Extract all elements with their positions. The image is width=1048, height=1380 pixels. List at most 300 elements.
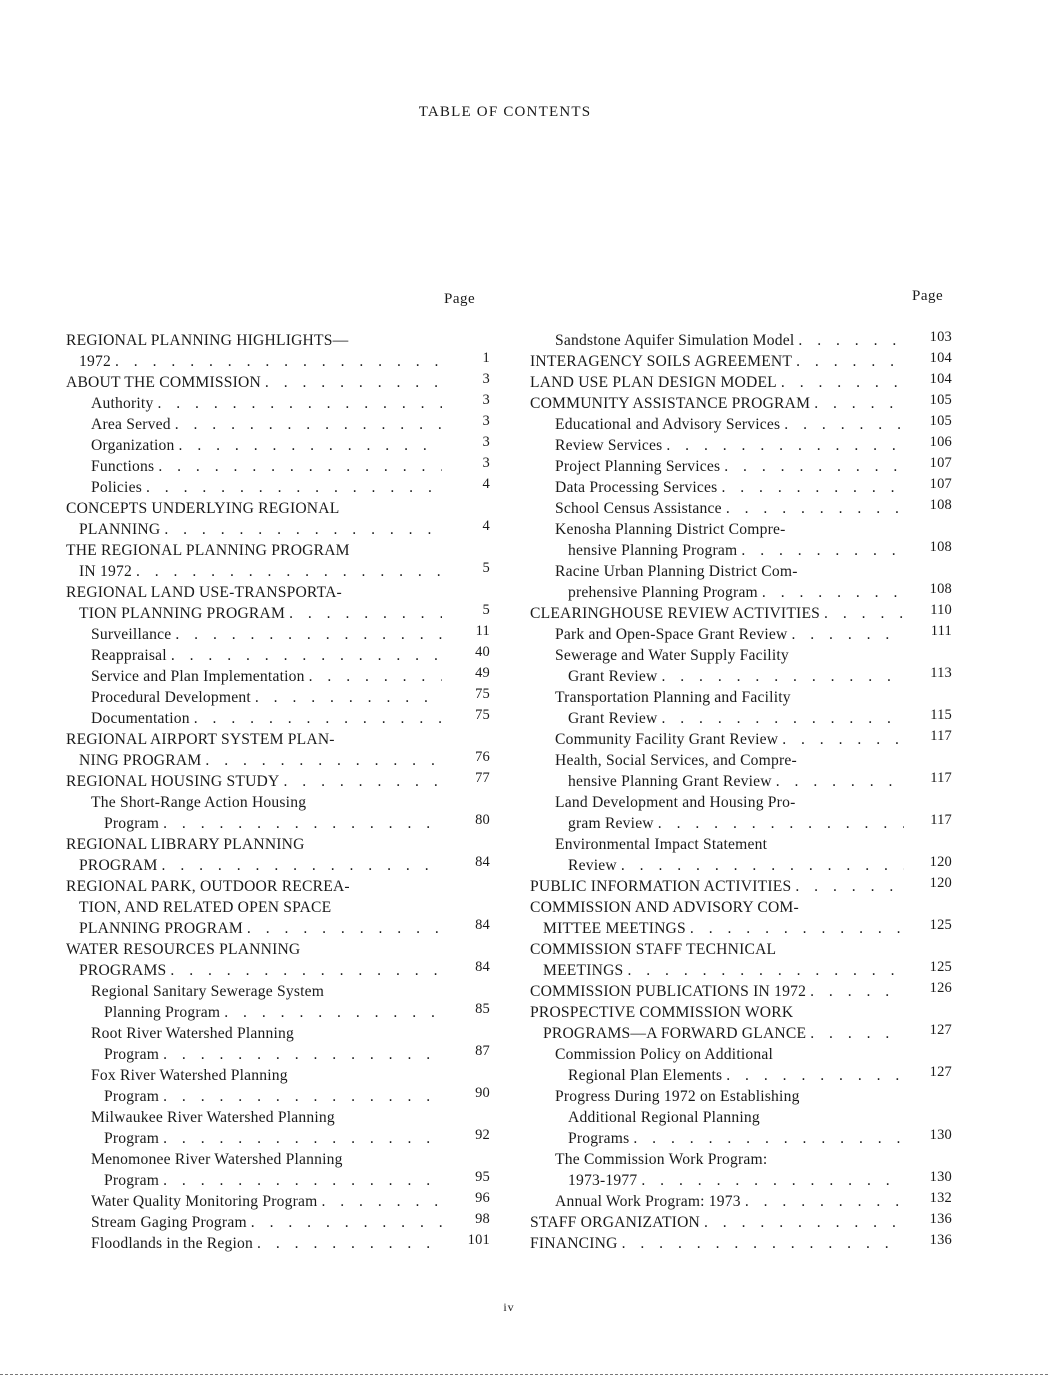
toc-page-number: 87	[475, 1044, 490, 1059]
toc-entry-line	[66, 1149, 490, 1170]
toc-page-number: 101	[467, 1233, 490, 1248]
dot-leader	[146, 477, 442, 498]
toc-page-number: 111	[930, 624, 952, 639]
toc-entry	[66, 456, 490, 477]
toc-entry-title: REGIONAL AIRPORT SYSTEM PLAN-	[66, 731, 335, 748]
toc-entry-title: Kenosha Planning District Compre-	[555, 521, 786, 538]
toc-entry-line	[530, 561, 952, 582]
toc-entry	[66, 1191, 490, 1212]
toc-entry-line	[66, 1086, 490, 1107]
toc-entry	[530, 1212, 952, 1233]
toc-entry-line	[66, 351, 490, 372]
dot-leader	[163, 813, 442, 834]
toc-entry-title: IN 1972	[79, 563, 132, 580]
toc-entry	[66, 1149, 490, 1191]
toc-page-number: 127	[929, 1023, 952, 1038]
toc-entry-line	[530, 1233, 952, 1254]
toc-entry-title: Park and Open-Space Grant Review	[555, 626, 788, 643]
toc-entry-line	[530, 1170, 952, 1191]
toc-entry-line	[530, 981, 952, 1002]
toc-page-number: 75	[475, 708, 490, 723]
toc-entry	[530, 897, 952, 939]
toc-page-number: 77	[475, 771, 490, 786]
toc-page-number: 105	[929, 414, 952, 429]
dot-leader	[175, 414, 442, 435]
dot-leader	[171, 645, 442, 666]
toc-entry-title: hensive Planning Grant Review	[568, 773, 772, 790]
toc-entry	[530, 834, 952, 876]
bottom-scan-rule	[0, 1374, 1048, 1375]
toc-entry	[530, 876, 952, 897]
toc-entry-title: REGIONAL PARK, OUTDOOR RECREA-	[66, 878, 350, 895]
toc-entry-line	[530, 435, 952, 456]
toc-entry-line	[66, 834, 490, 855]
dot-leader	[641, 1170, 904, 1191]
toc-entry-line	[530, 1023, 952, 1044]
dot-leader	[163, 1170, 442, 1191]
toc-entry-line	[530, 1065, 952, 1086]
toc-entry-title: Educational and Advisory Services	[555, 416, 781, 433]
toc-entry-line	[66, 876, 490, 897]
toc-entry-line	[530, 351, 952, 372]
toc-page-number: 136	[929, 1212, 952, 1227]
toc-page-number: 3	[482, 393, 490, 408]
toc-entry-line	[66, 750, 490, 771]
toc-entry	[530, 729, 952, 750]
toc-entry-title: Sandstone Aquifer Simulation Model	[555, 332, 795, 349]
toc-entry	[66, 939, 490, 981]
toc-entry-title: Stream Gaging Program	[91, 1214, 247, 1231]
toc-page-number: 104	[929, 351, 952, 366]
toc-entry-line	[66, 1065, 490, 1086]
toc-page-number: 4	[482, 519, 490, 534]
toc-entry-line	[530, 876, 952, 897]
toc-page-number: 108	[929, 582, 952, 597]
toc-entry-title: Program	[104, 815, 160, 832]
toc-entry-line	[66, 519, 490, 540]
toc-entry	[530, 1086, 952, 1149]
toc-entry	[530, 645, 952, 687]
toc-entry-title: Grant Review	[568, 710, 658, 727]
toc-entry-title: 1972	[79, 353, 111, 370]
toc-page-number: 75	[475, 687, 490, 702]
dot-leader	[633, 1128, 904, 1149]
toc-entry-title: Land Development and Housing Pro-	[555, 794, 796, 811]
toc-page-number: 5	[482, 603, 490, 618]
toc-page-number: 130	[929, 1170, 952, 1185]
toc-entry-title: COMMISSION PUBLICATIONS IN 1972	[530, 983, 807, 1000]
toc-entry-title: STAFF ORGANIZATION	[530, 1214, 700, 1231]
dot-leader	[776, 771, 904, 792]
toc-entry-line	[530, 393, 952, 414]
toc-entry	[530, 1002, 952, 1044]
toc-entry	[66, 708, 490, 729]
toc-entry-line	[66, 456, 490, 477]
toc-entry	[66, 477, 490, 498]
toc-entry	[530, 477, 952, 498]
dot-leader	[782, 729, 904, 750]
toc-page-number: 117	[930, 771, 952, 786]
dot-leader	[810, 1023, 904, 1044]
toc-entry-title: hensive Planning Program	[568, 542, 738, 559]
toc-entry-line	[530, 1002, 952, 1023]
toc-entry	[66, 414, 490, 435]
toc-entry	[530, 561, 952, 603]
toc-entry-line	[66, 897, 490, 918]
toc-entry-title: Community Facility Grant Review	[555, 731, 779, 748]
toc-entry-line	[66, 1170, 490, 1191]
toc-entry-title: Authority	[91, 395, 154, 412]
dot-leader	[163, 1044, 442, 1065]
toc-entry-title: FINANCING	[530, 1235, 618, 1252]
toc-entry-title: Service and Plan Implementation	[91, 668, 305, 685]
toc-entry-title: CONCEPTS UNDERLYING REGIONAL	[66, 500, 340, 517]
toc-entry-title: gram Review	[568, 815, 654, 832]
toc-entry-line	[530, 687, 952, 708]
toc-entry	[530, 393, 952, 414]
toc-page-number: 120	[929, 855, 952, 870]
toc-entry	[66, 666, 490, 687]
toc-entry	[530, 981, 952, 1002]
dot-leader	[224, 1002, 442, 1023]
toc-entry-title: Program	[104, 1130, 160, 1147]
toc-entry-line	[530, 330, 952, 351]
toc-entry-line	[66, 393, 490, 414]
dot-leader	[247, 918, 442, 939]
toc-entry-line	[530, 477, 952, 498]
toc-entry-title: REGIONAL LAND USE-TRANSPORTA-	[66, 584, 342, 601]
toc-entry	[66, 729, 490, 771]
toc-entry	[530, 498, 952, 519]
toc-entry-line	[66, 771, 490, 792]
toc-entry-line	[530, 603, 952, 624]
toc-entry-title: PLANNING	[79, 521, 161, 538]
dot-leader	[170, 960, 442, 981]
dot-leader	[194, 708, 442, 729]
toc-entry-line	[530, 540, 952, 561]
toc-entry-title: Review Services	[555, 437, 663, 454]
right-page-column-heading: Page	[912, 288, 944, 304]
toc-page-number: 80	[475, 813, 490, 828]
toc-page-number: 85	[475, 1002, 490, 1017]
toc-entry	[66, 1065, 490, 1107]
toc-page-number: 104	[929, 372, 952, 387]
toc-entry-line	[66, 1002, 490, 1023]
toc-entry-line	[530, 855, 952, 876]
dot-leader	[824, 603, 904, 624]
dot-leader	[255, 687, 442, 708]
toc-page-number: 130	[929, 1128, 952, 1143]
toc-entry-line	[530, 729, 952, 750]
toc-entry-title: 1973-1977	[568, 1172, 638, 1189]
dot-leader	[251, 1212, 442, 1233]
toc-entry	[530, 603, 952, 624]
dot-leader	[157, 393, 442, 414]
toc-entry-title: COMMISSION STAFF TECHNICAL	[530, 941, 777, 958]
toc-entry-line	[66, 1233, 490, 1254]
toc-page-number: 113	[930, 666, 952, 681]
dot-leader	[265, 372, 442, 393]
toc-entry-title: CLEARINGHOUSE REVIEW ACTIVITIES	[530, 605, 821, 622]
toc-entry-line	[66, 708, 490, 729]
toc-entry-line	[66, 1044, 490, 1065]
toc-entry-line	[66, 1212, 490, 1233]
toc-page-number: 76	[475, 750, 490, 765]
toc-entry	[530, 792, 952, 834]
document-title: TABLE OF CONTENTS	[418, 104, 592, 120]
toc-page-number: 125	[929, 960, 952, 975]
toc-entry-line	[66, 1023, 490, 1044]
toc-entry-line	[66, 960, 490, 981]
toc-entry-line	[530, 771, 952, 792]
toc-page-number: 126	[929, 981, 952, 996]
dot-leader	[690, 918, 904, 939]
dot-leader	[741, 540, 904, 561]
dot-leader	[661, 708, 904, 729]
toc-page-number: 5	[482, 561, 490, 576]
toc-page-number: 120	[929, 876, 952, 891]
toc-entry-title: Program	[104, 1088, 160, 1105]
toc-entry	[66, 372, 490, 393]
toc-entry-line	[530, 939, 952, 960]
toc-entry-title: Environmental Impact Statement	[555, 836, 768, 853]
toc-entry	[66, 1023, 490, 1065]
toc-entry-title: PROSPECTIVE COMMISSION WORK	[530, 1004, 794, 1021]
toc-entry-line	[66, 330, 490, 351]
toc-entry	[66, 498, 490, 540]
toc-entry-title: Regional Sanitary Sewerage System	[91, 983, 325, 1000]
toc-entry	[66, 624, 490, 645]
toc-entry-title: Review	[568, 857, 617, 874]
toc-entry	[530, 414, 952, 435]
toc-entry	[66, 1212, 490, 1233]
toc-entry-title: TION, AND RELATED OPEN SPACE	[79, 899, 332, 916]
toc-entry-title: Commission Policy on Additional	[555, 1046, 774, 1063]
toc-entry	[66, 1107, 490, 1149]
toc-entry-line	[66, 414, 490, 435]
toc-entry-title: ABOUT THE COMMISSION	[66, 374, 261, 391]
toc-entry-title: Program	[104, 1046, 160, 1063]
toc-page-number: 107	[929, 456, 952, 471]
toc-entry	[530, 1149, 952, 1191]
toc-entry-title: Progress During 1972 on Establishing	[555, 1088, 800, 1105]
toc-entry-line	[66, 855, 490, 876]
toc-entry-title: THE REGIONAL PLANNING PROGRAM	[66, 542, 350, 559]
toc-entry-title: Policies	[91, 479, 142, 496]
toc-left-column	[66, 330, 490, 1254]
toc-entry-title: prehensive Planning Program	[568, 584, 758, 601]
toc-page-number: 40	[475, 645, 490, 660]
toc-entry-line	[530, 1212, 952, 1233]
toc-page-number: 84	[475, 960, 490, 975]
toc-entry-title: Grant Review	[568, 668, 658, 685]
dot-leader	[627, 960, 904, 981]
toc-entry-title: Functions	[91, 458, 155, 475]
toc-entry-title: Milwaukee River Watershed Planning	[91, 1109, 335, 1126]
toc-entry-title: Racine Urban Planning District Com-	[555, 563, 798, 580]
toc-entry-line	[530, 372, 952, 393]
toc-entry-title: Surveillance	[91, 626, 172, 643]
toc-entry-title: Area Served	[91, 416, 171, 433]
toc-entry	[530, 456, 952, 477]
toc-entry-line	[66, 687, 490, 708]
toc-entry	[66, 981, 490, 1023]
toc-page-number: 108	[929, 498, 952, 513]
toc-entry-title: TION PLANNING PROGRAM	[79, 605, 286, 622]
toc-page-number: 107	[929, 477, 952, 492]
toc-page-number: 117	[930, 813, 952, 828]
dot-leader	[115, 351, 442, 372]
toc-entry-line	[66, 645, 490, 666]
toc-entry-title: COMMISSION AND ADVISORY COM-	[530, 899, 799, 916]
toc-entry-line	[530, 519, 952, 540]
toc-page-number: 95	[475, 1170, 490, 1185]
toc-entry-title: The Short-Range Action Housing	[91, 794, 307, 811]
dot-leader	[158, 456, 442, 477]
toc-entry-line	[66, 981, 490, 1002]
toc-entry-line	[530, 960, 952, 981]
toc-entry-title: PROGRAMS	[79, 962, 167, 979]
toc-entry-title: Organization	[91, 437, 175, 454]
toc-entry-line	[530, 498, 952, 519]
dot-leader	[289, 603, 442, 624]
toc-entry	[530, 519, 952, 561]
dot-leader	[257, 1233, 442, 1254]
toc-entry-line	[66, 435, 490, 456]
toc-page-number: 117	[930, 729, 952, 744]
toc-entry	[66, 687, 490, 708]
toc-entry-title: Reappraisal	[91, 647, 167, 664]
dot-leader	[658, 813, 904, 834]
dot-leader	[163, 1128, 442, 1149]
dot-leader	[814, 393, 904, 414]
toc-entry	[66, 393, 490, 414]
toc-entry-line	[530, 834, 952, 855]
toc-entry-line	[66, 624, 490, 645]
toc-entry-line	[66, 1191, 490, 1212]
toc-entry-title: Program	[104, 1172, 160, 1189]
toc-page-number: 11	[475, 624, 490, 639]
toc-entry-title: Additional Regional Planning	[568, 1109, 760, 1126]
toc-entry-title: PUBLIC INFORMATION ACTIVITIES	[530, 878, 792, 895]
toc-entry-title: Floodlands in the Region	[91, 1235, 254, 1252]
dot-leader	[205, 750, 442, 771]
toc-entry-line	[66, 1128, 490, 1149]
toc-entry-line	[66, 582, 490, 603]
toc-entry-line	[66, 603, 490, 624]
left-page-column-heading: Page	[444, 291, 476, 307]
toc-entry	[66, 771, 490, 792]
toc-entry-line	[530, 1191, 952, 1212]
toc-entry	[66, 435, 490, 456]
dot-leader	[796, 351, 904, 372]
toc-page-number: 132	[929, 1191, 952, 1206]
dot-leader	[795, 876, 904, 897]
toc-entry-title: The Commission Work Program:	[555, 1151, 768, 1168]
dot-leader	[321, 1191, 442, 1212]
toc-entry-line	[66, 1107, 490, 1128]
toc-entry-title: Annual Work Program: 1973	[555, 1193, 741, 1210]
toc-entry-line	[530, 918, 952, 939]
toc-entry-title: Regional Plan Elements	[568, 1067, 723, 1084]
toc-entry-title: Sewerage and Water Supply Facility	[555, 647, 789, 664]
toc-page-number: 3	[482, 456, 490, 471]
toc-entry-line	[530, 414, 952, 435]
toc-entry-line	[66, 477, 490, 498]
toc-entry-line	[530, 792, 952, 813]
toc-entry-line	[66, 666, 490, 687]
toc-entry-line	[66, 540, 490, 561]
toc-page-number: 3	[482, 435, 490, 450]
dot-leader	[810, 981, 904, 1002]
dot-leader	[175, 624, 442, 645]
dot-leader	[164, 519, 442, 540]
toc-entry	[66, 876, 490, 939]
toc-entry-title: INTERAGENCY SOILS AGREEMENT	[530, 353, 793, 370]
dot-leader	[798, 330, 904, 351]
toc-entry-title: Fox River Watershed Planning	[91, 1067, 288, 1084]
dot-leader	[309, 666, 442, 687]
toc-page-number: 84	[475, 855, 490, 870]
toc-entry	[530, 435, 952, 456]
toc-entry-title: COMMUNITY ASSISTANCE PROGRAM	[530, 395, 811, 412]
toc-entry	[530, 750, 952, 792]
toc-entry	[530, 687, 952, 729]
toc-page-number: 127	[929, 1065, 952, 1080]
toc-entry-line	[530, 813, 952, 834]
dot-leader	[162, 855, 442, 876]
dot-leader	[621, 855, 904, 876]
toc-page-number: 3	[482, 372, 490, 387]
toc-entry-line	[66, 729, 490, 750]
toc-page-number: 125	[929, 918, 952, 933]
dot-leader	[784, 414, 904, 435]
toc-entry-title: NING PROGRAM	[79, 752, 202, 769]
toc-entry	[530, 939, 952, 981]
toc-entry-line	[530, 456, 952, 477]
toc-page-number: 90	[475, 1086, 490, 1101]
toc-page-number: 115	[930, 708, 952, 723]
dot-leader	[704, 1212, 904, 1233]
toc-entry-line	[530, 708, 952, 729]
toc-entry-line	[66, 939, 490, 960]
toc-page-number: 103	[929, 330, 952, 345]
toc-page-number: 49	[475, 666, 490, 681]
toc-entry-title: Root River Watershed Planning	[91, 1025, 295, 1042]
toc-page-number: 92	[475, 1128, 490, 1143]
toc-page-number: 4	[482, 477, 490, 492]
toc-entry-title: REGIONAL PLANNING HIGHLIGHTS—	[66, 332, 349, 349]
dot-leader	[136, 561, 442, 582]
toc-entry-line	[530, 1086, 952, 1107]
toc-entry-title: School Census Assistance	[555, 500, 722, 517]
toc-entry	[530, 1191, 952, 1212]
toc-entry-line	[66, 813, 490, 834]
toc-page-number: 110	[930, 603, 952, 618]
toc-entry-line	[66, 498, 490, 519]
toc-entry-title: Health, Social Services, and Compre-	[555, 752, 797, 769]
toc-entry-line	[66, 918, 490, 939]
toc-entry-title: PROGRAMS—A FORWARD GLANCE	[543, 1025, 807, 1042]
toc-entry	[530, 1233, 952, 1254]
toc-page-number: 96	[475, 1191, 490, 1206]
dot-leader	[745, 1191, 904, 1212]
toc-entry	[66, 582, 490, 624]
toc-page-number: 106	[929, 435, 952, 450]
toc-entry	[66, 540, 490, 582]
toc-entry	[530, 1044, 952, 1086]
toc-entry	[66, 834, 490, 876]
